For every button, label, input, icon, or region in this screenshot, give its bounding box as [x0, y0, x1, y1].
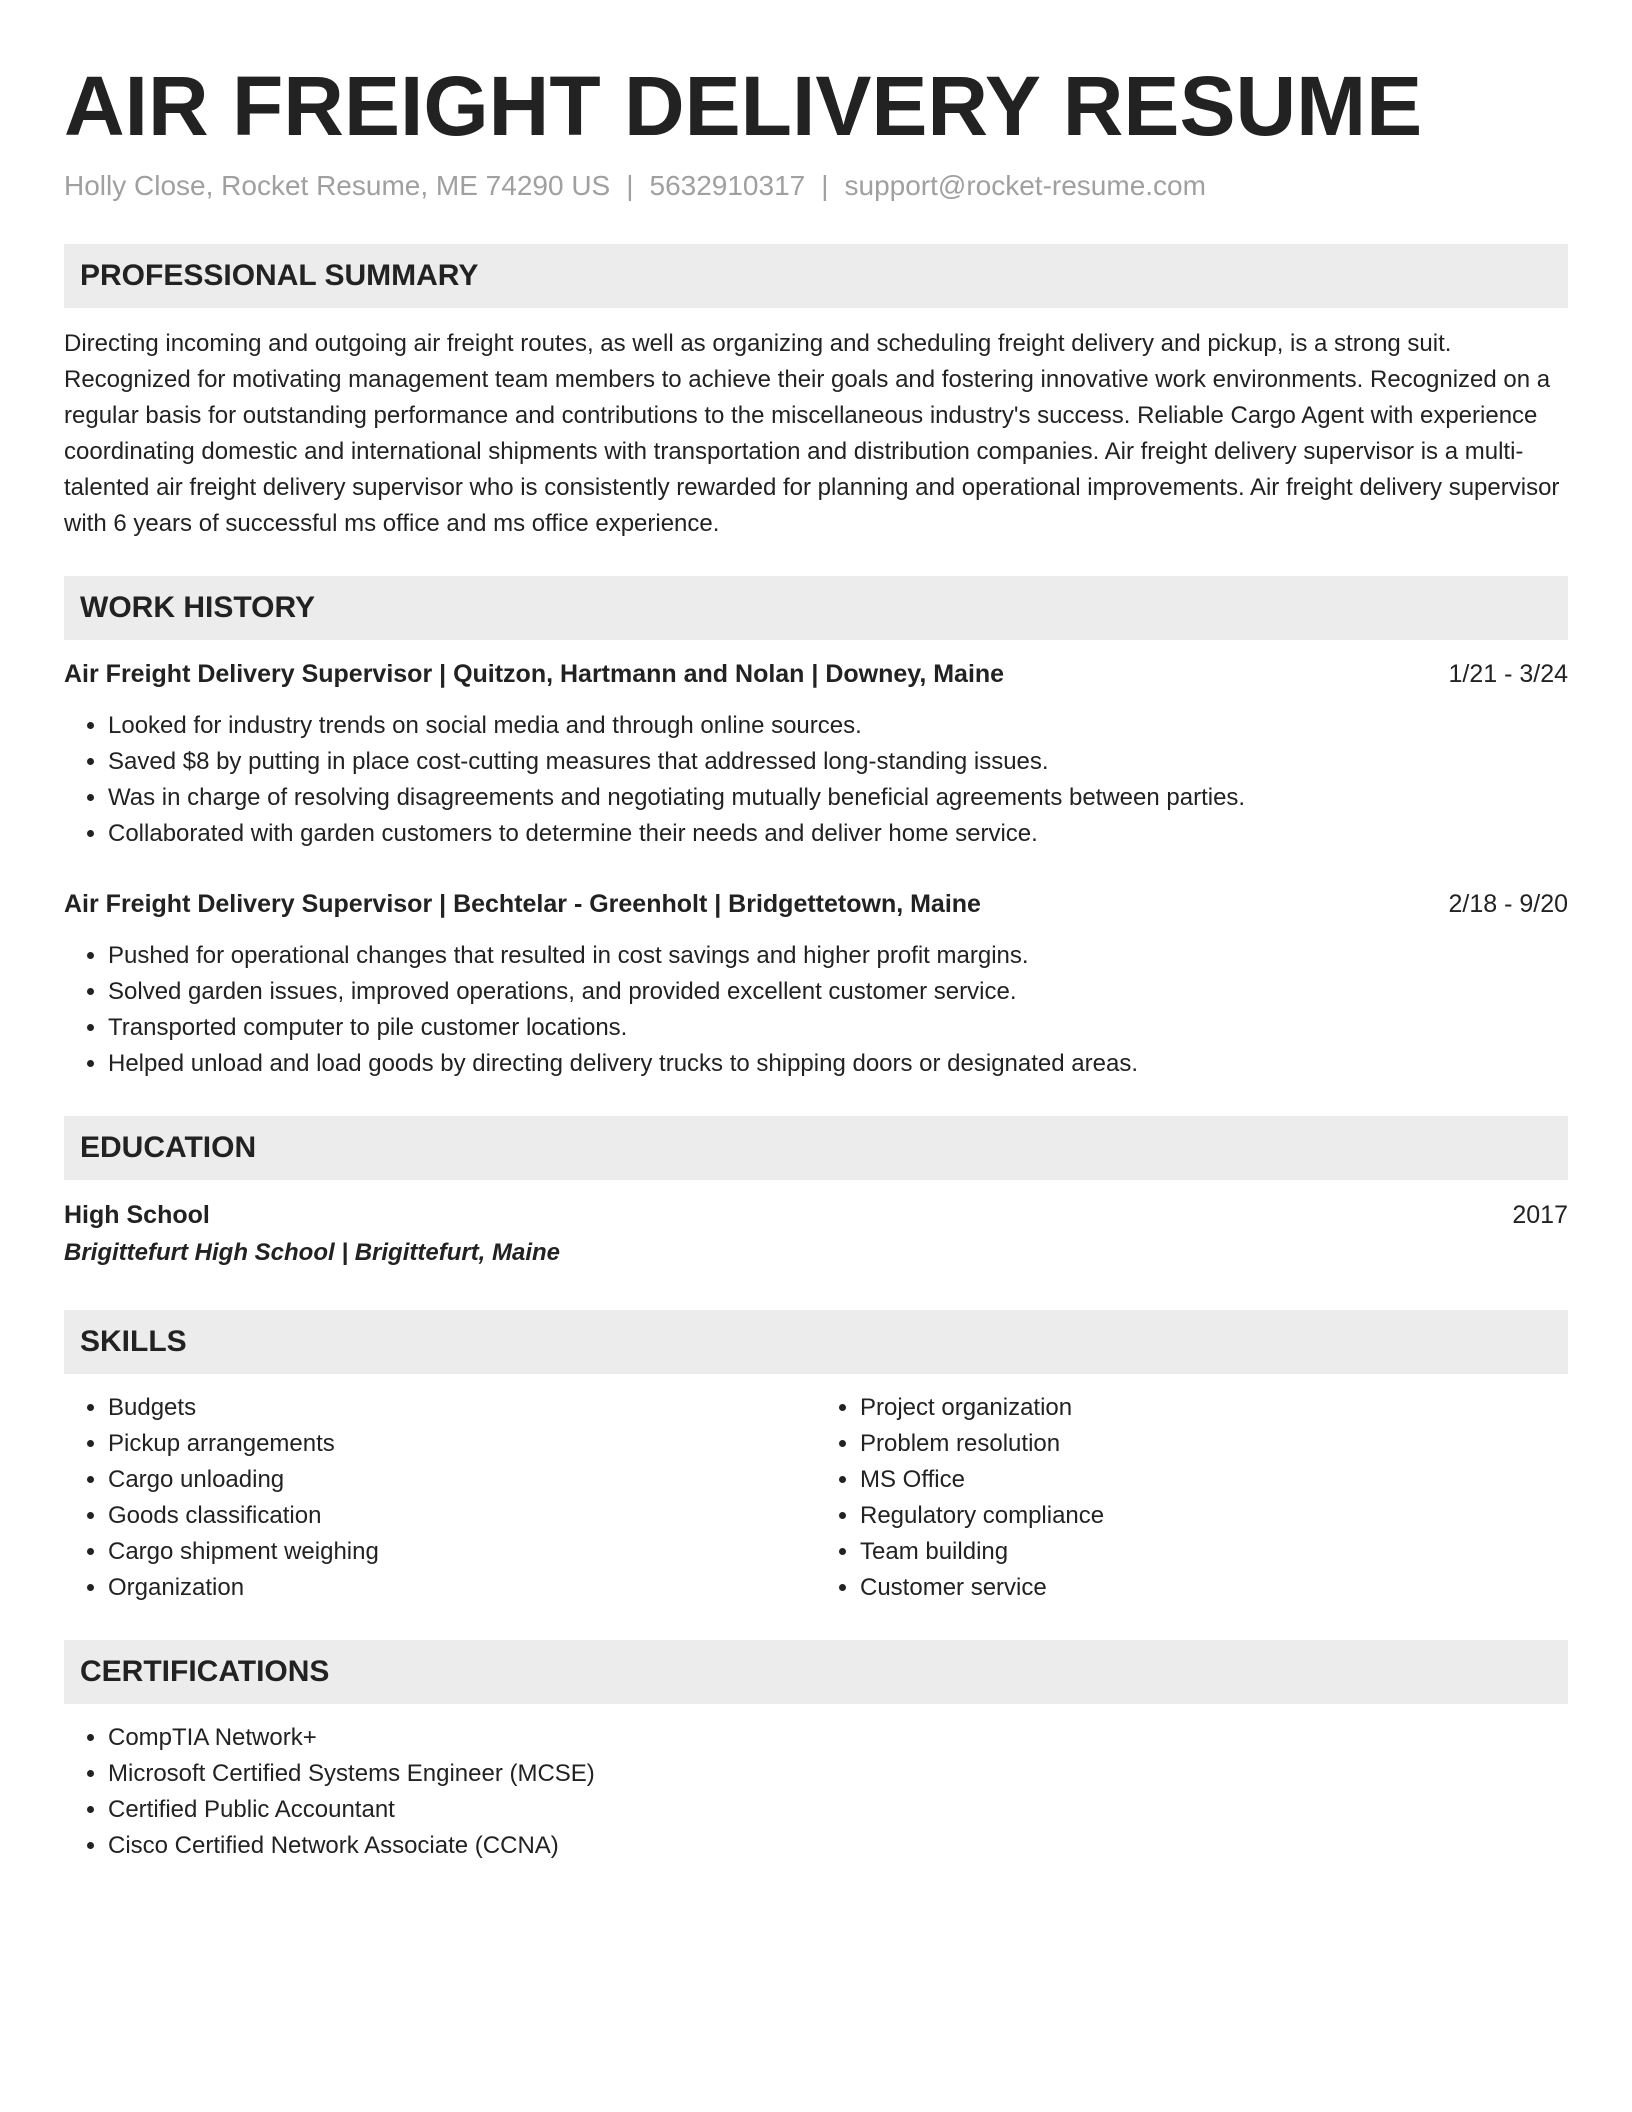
skills-section — [64, 1310, 1568, 1606]
list-item: • CompTIA Network+ — [108, 1720, 1568, 1756]
summary-heading: PROFESSIONAL SUMMARY — [64, 244, 1568, 308]
job-title: Air Freight Delivery Supervisor | Quitzon, Hartmann and Nolan | Downey, Maine — [64, 660, 1005, 688]
list-item: • Solved garden issues, improved operations, and provided excellent customer service. — [108, 974, 1568, 1010]
summary-section — [64, 244, 1568, 542]
job-header — [64, 656, 1568, 692]
list-item: • Transported computer to pile customer locations. — [108, 1010, 1568, 1046]
list-item: • Cisco Certified Network Associate (CCNA) — [108, 1828, 1568, 1864]
skills-left-list — [64, 1390, 816, 1606]
certifications-section — [64, 1640, 1568, 1864]
list-item: • Saved $8 by putting in place cost-cutting measures that addressed long-standing issues. — [108, 744, 1568, 780]
skills-right-list — [816, 1390, 1568, 1606]
list-item: • Helped unload and load goods by directing delivery trucks to shipping doors or designated areas. — [108, 1046, 1568, 1082]
education-header — [64, 1196, 1568, 1234]
list-item: • MS Office — [860, 1462, 1568, 1498]
list-item: • Problem resolution — [860, 1426, 1568, 1462]
job-entry — [64, 886, 1568, 1082]
job-title: Air Freight Delivery Supervisor | Bechtelar - Greenholt | Bridgettetown, Maine — [64, 890, 981, 918]
job-bullets — [64, 708, 1568, 852]
education-degree: High School — [64, 1201, 210, 1229]
list-item: • Was in charge of resolving disagreements and negotiating mutually beneficial agreements between parties. — [108, 780, 1568, 816]
contact-separator: | — [821, 170, 829, 201]
list-item: • Goods classification — [108, 1498, 816, 1534]
education-heading: EDUCATION — [64, 1116, 1568, 1180]
contact-email: support@rocket-resume.com — [844, 170, 1206, 201]
job-bullets — [64, 938, 1568, 1082]
list-item: • Pickup arrangements — [108, 1426, 816, 1462]
work-section — [64, 576, 1568, 1082]
certifications-list — [64, 1720, 1568, 1864]
list-item: • Organization — [108, 1570, 816, 1606]
work-heading: WORK HISTORY — [64, 576, 1568, 640]
job-header — [64, 886, 1568, 922]
list-item: • Certified Public Accountant — [108, 1792, 1568, 1828]
resume-title: AIR FREIGHT DELIVERY RESUME — [64, 59, 1423, 153]
summary-text: Directing incoming and outgoing air freight routes, as well as organizing and scheduling freight delivery and pickup, is a strong suit. Recognized for motivating management team members to achieve their goals and fostering innovative work environments. Recognized on a regular basis for outstanding performance and contributions to the miscellaneous industry's success. Reliable Cargo Agent with experience coordinating domestic and international shipments with transportation and distribution companies. Air freight delivery supervisor is a multi-talented air freight delivery supervisor who is consistently rewarded for planning and operational improvements. Air freight delivery supervisor with 6 years of successful ms office and ms office experience. — [64, 330, 1560, 537]
contact-address: Holly Close, Rocket Resume, ME 74290 US — [64, 170, 611, 201]
skills-heading: SKILLS — [64, 1310, 1568, 1374]
list-item: • Pushed for operational changes that resulted in cost savings and higher profit margins. — [108, 938, 1568, 974]
education-section — [64, 1116, 1568, 1272]
list-item: • Budgets — [108, 1390, 816, 1426]
education-entry — [64, 1196, 1568, 1272]
list-item: • Customer service — [860, 1570, 1568, 1606]
education-school: Brigittefurt High School | Brigittefurt, Maine — [64, 1239, 561, 1266]
list-item: • Project organization — [860, 1390, 1568, 1426]
job-dates: 2/18 - 9/20 — [1448, 890, 1568, 918]
certifications-heading: CERTIFICATIONS — [64, 1640, 1568, 1704]
contact-separator: | — [626, 170, 634, 201]
list-item: • Cargo shipment weighing — [108, 1534, 816, 1570]
list-item: • Cargo unloading — [108, 1462, 816, 1498]
job-entry — [64, 656, 1568, 852]
list-item: • Team building — [860, 1534, 1568, 1570]
list-item: • Looked for industry trends on social media and through online sources. — [108, 708, 1568, 744]
contact-phone: 5632910317 — [649, 170, 806, 201]
list-item: • Collaborated with garden customers to determine their needs and deliver home service. — [108, 816, 1568, 852]
skills-columns — [64, 1390, 1568, 1606]
education-year: 2017 — [1512, 1201, 1568, 1229]
list-item: • Microsoft Certified Systems Engineer (MCSE) — [108, 1756, 1568, 1792]
job-dates: 1/21 - 3/24 — [1448, 660, 1568, 688]
contact-line — [64, 168, 1568, 204]
list-item: • Regulatory compliance — [860, 1498, 1568, 1534]
